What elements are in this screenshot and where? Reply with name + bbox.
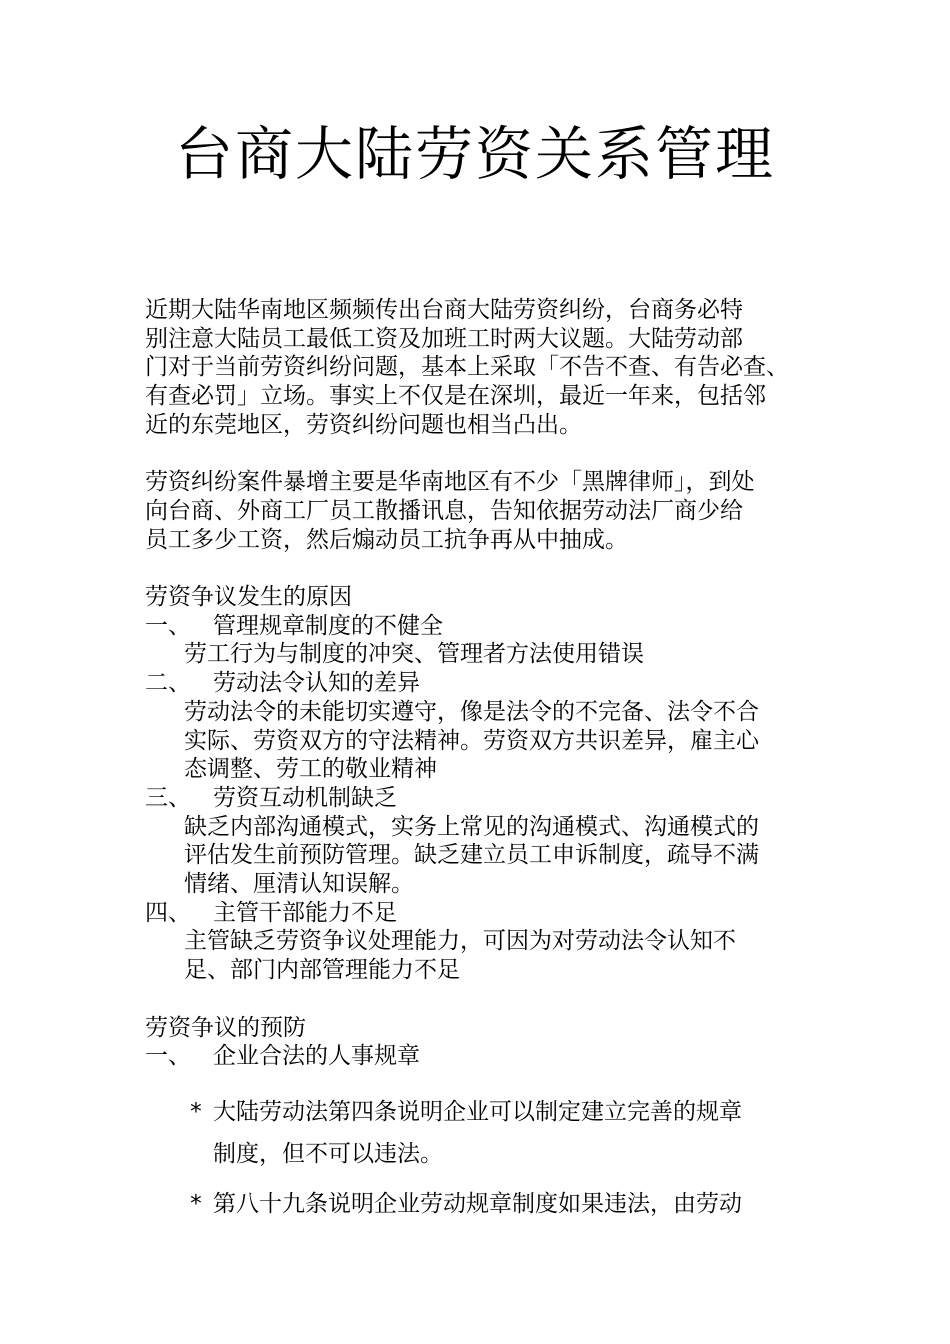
- list-item-body: [145, 698, 825, 784]
- list-item-heading: [145, 899, 825, 928]
- list-item-title: 劳资互动机制缺乏: [213, 784, 397, 811]
- document-body: [145, 296, 825, 1233]
- list-item-title: 劳动法令认知的差异: [213, 670, 420, 697]
- paragraph-line: 近期大陆华南地区频频传出台商大陆劳资纠纷，台商务必特: [145, 297, 743, 323]
- bullet-line: 制度，但不可以违法。: [213, 1140, 443, 1167]
- asterisk-bullet-icon: *: [189, 1098, 203, 1125]
- section-heading: 劳资争议发生的原因: [145, 584, 352, 610]
- spacer: [145, 440, 825, 469]
- list-item-line: 评估发生前预防管理。缺乏建立员工申诉制度，疏导不满: [184, 842, 759, 869]
- paragraph-line: 员工多少工资，然后煽动员工抗争再从中抽成。: [145, 526, 628, 553]
- list-item-body: [145, 640, 825, 669]
- list-item-body: [145, 813, 825, 899]
- list-item-line: 态调整、劳工的敬业精神: [184, 756, 437, 783]
- list-item-title: 企业合法的人事规章: [213, 1043, 420, 1070]
- asterisk-bullet-icon: *: [189, 1190, 203, 1217]
- bullet-line: 大陆劳动法第四条说明企业可以制定建立完善的规章: [213, 1098, 742, 1125]
- list-item-heading: [145, 669, 825, 698]
- list-item-heading: [145, 612, 825, 641]
- list-item-line: 劳工行为与制度的冲突、管理者方法使用错误: [184, 641, 644, 668]
- list-item-line: 缺乏内部沟通模式，实务上常见的沟通模式、沟通模式的: [184, 813, 759, 840]
- bullet-item: [145, 1091, 825, 1175]
- paragraph-line: 近的东莞地区，劳资纠纷问题也相当凸出。: [145, 411, 582, 438]
- section-causes: [145, 583, 825, 985]
- paragraph-line: 门对于当前劳资纠纷问题，基本上采取「不告不查、有告必查、: [145, 354, 789, 381]
- paragraph-line: 有查必罚」立场。事实上不仅是在深圳，最近一年来，包括邻: [145, 383, 766, 410]
- bullet-line: 第八十九条说明企业劳动规章制度如果违法，由劳动: [213, 1190, 742, 1217]
- list-item-number: 二、: [145, 670, 191, 697]
- paragraph-line: 向台商、外商工厂员工散播讯息，告知依据劳动法厂商少给: [145, 497, 743, 524]
- list-item-number: 三、: [145, 784, 191, 811]
- paragraph-2: [145, 468, 825, 554]
- section-heading: 劳资争议的预防: [145, 1014, 306, 1041]
- bullet-list: [145, 1091, 825, 1225]
- paragraph-line: 劳资纠纷案件暴增主要是华南地区有不少「黑牌律师」，到处: [145, 469, 755, 496]
- list-item-title: 管理规章制度的不健全: [213, 612, 443, 639]
- paragraph-1: [145, 296, 825, 440]
- bullet-item: [145, 1183, 825, 1225]
- list-item-line: 情绪、厘清认知误解。: [184, 871, 414, 898]
- list-item-heading: [145, 784, 825, 813]
- paragraph-line: 别注意大陆员工最低工资及加班工时两大议题。大陆劳动部: [145, 325, 743, 352]
- list-item-line: 足、部门内部管理能力不足: [184, 957, 460, 984]
- list-item-number: 一、: [145, 1043, 191, 1070]
- list-item-number: 四、: [145, 899, 191, 926]
- list-item-line: 主管缺乏劳资争议处理能力，可因为对劳动法令认知不: [184, 928, 736, 955]
- list-item-title: 主管干部能力不足: [213, 899, 397, 926]
- list-item-line: 实际、劳资双方的守法精神。劳资双方共识差异，雇主心: [184, 727, 759, 754]
- document-title: 台商大陆劳资关系管理: [174, 120, 775, 188]
- list-item-heading: [145, 1042, 825, 1071]
- list-item-body: [145, 927, 825, 984]
- spacer: [145, 554, 825, 583]
- list-item-number: 一、: [145, 612, 191, 639]
- list-item-line: 劳动法令的未能切实遵守，像是法令的不完备、法令不合: [184, 698, 759, 725]
- section-prevention: [145, 1014, 825, 1225]
- spacer: [145, 985, 825, 1014]
